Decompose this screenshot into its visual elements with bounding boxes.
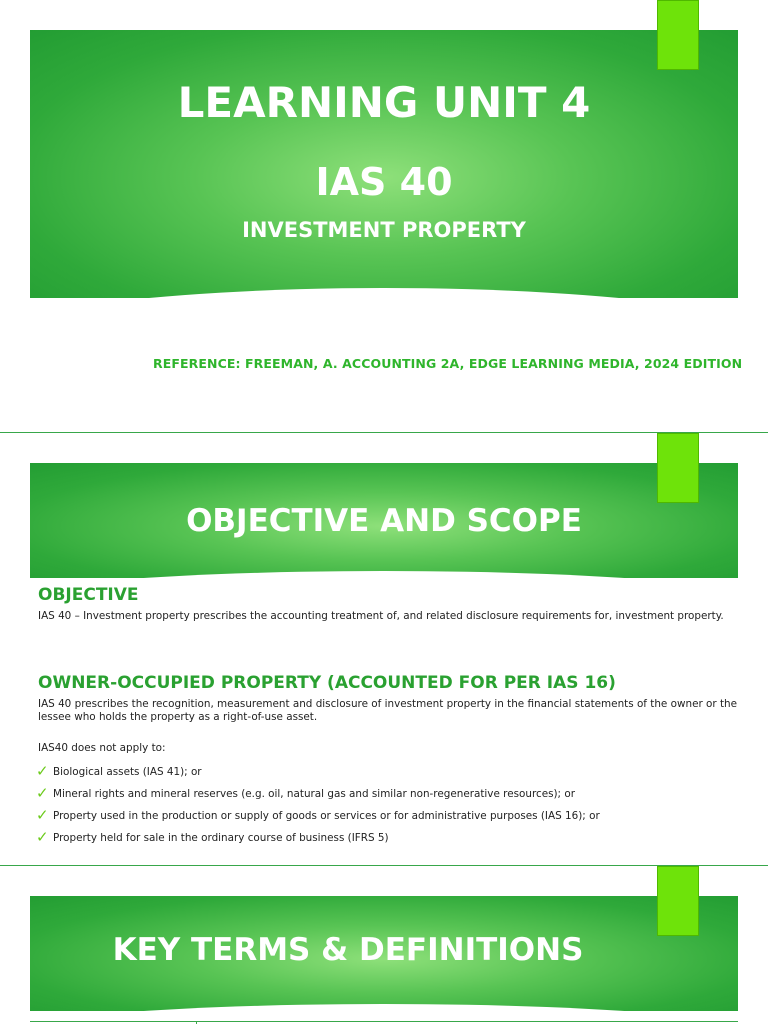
standard-title: IAS 40 — [315, 160, 453, 204]
topic-subheading: INVESTMENT PROPERTY — [242, 218, 526, 242]
exclusions-list — [36, 757, 600, 845]
list-item-text: Biological assets (IAS 41); or — [53, 766, 202, 778]
banner-wave — [30, 1004, 738, 1011]
corner-tab — [657, 433, 699, 503]
checkmark-icon: ✓ — [36, 828, 49, 846]
owner-occupied-text: IAS 40 prescribes the recognition, measurement and disclosure of investment property in the financial statements of the owner or the lessee who holds the property as a right-of-use asset. — [38, 698, 738, 723]
corner-tab — [657, 0, 699, 70]
slide-title — [0, 0, 768, 432]
unit-title: LEARNING UNIT 4 — [177, 78, 591, 127]
objective-text: IAS 40 – Investment property prescribes the accounting treatment of, and related disclosure requirements for, investment property. — [38, 610, 724, 622]
list-item — [36, 779, 600, 801]
checkmark-icon: ✓ — [36, 762, 49, 780]
list-item — [36, 757, 600, 779]
list-item-text: Property used in the production or supply of goods or services or for administrative purposes (IAS 16); or — [53, 810, 600, 822]
reference-text: REFERENCE: FREEMAN, A. ACCOUNTING 2A, EDGE LEARNING MEDIA, 2024 EDITION — [153, 356, 743, 371]
banner-wave — [30, 571, 738, 578]
list-item-text: Property held for sale in the ordinary course of business (IFRS 5) — [53, 832, 389, 844]
table-top-border — [30, 1021, 738, 1022]
corner-tab — [657, 866, 699, 936]
list-item — [36, 823, 600, 845]
slide-key-terms — [0, 866, 768, 1024]
section-title: KEY TERMS & DEFINITIONS — [112, 932, 584, 968]
list-item — [36, 801, 600, 823]
checkmark-icon: ✓ — [36, 806, 49, 824]
list-item-text: Mineral rights and mineral reserves (e.g. oil, natural gas and similar non-regenerative resources); or — [53, 788, 575, 800]
not-apply-intro: IAS40 does not apply to: — [38, 742, 166, 754]
objective-heading: OBJECTIVE — [38, 585, 139, 605]
owner-occupied-heading: OWNER-OCCUPIED PROPERTY (ACCOUNTED FOR PER IAS 16) — [38, 673, 616, 693]
banner-wave — [30, 288, 738, 298]
section-title: OBJECTIVE AND SCOPE — [186, 503, 582, 539]
checkmark-icon: ✓ — [36, 784, 49, 802]
